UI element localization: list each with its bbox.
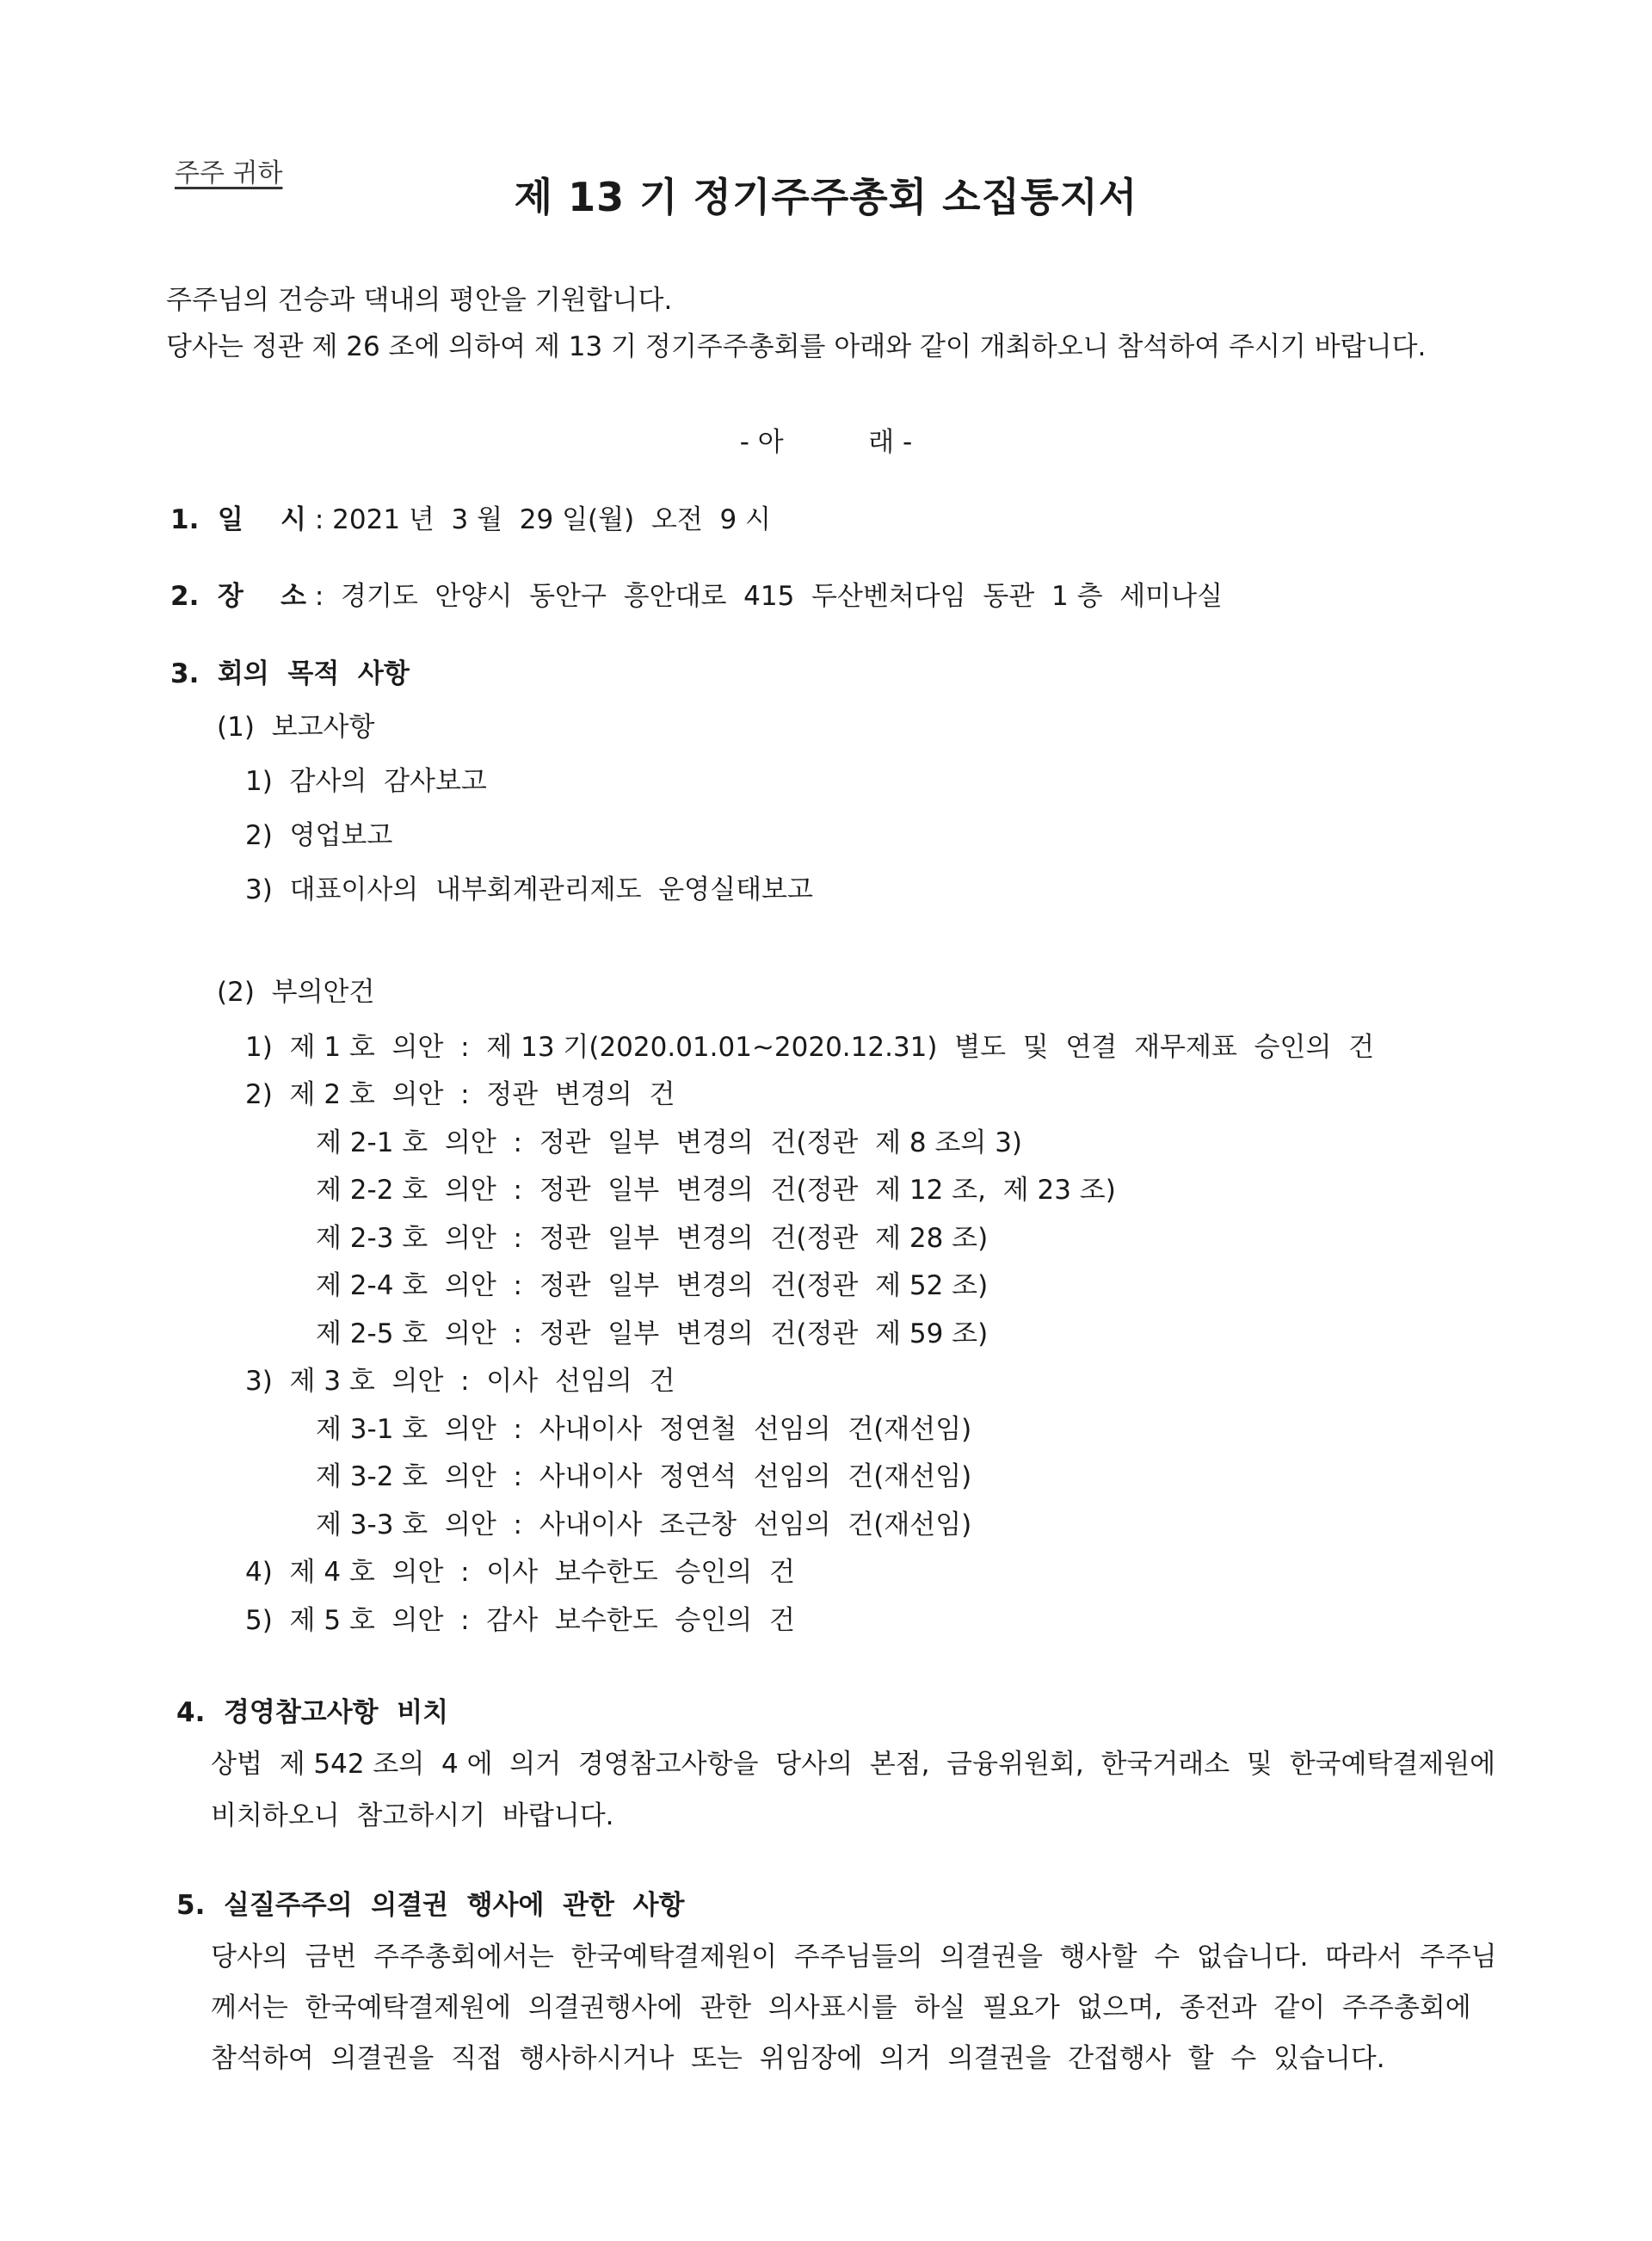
resolution-item: 3) 제 3 호 의안 : 이사 선임의 건 <box>245 1366 675 1397</box>
place-value: : 경기도 안양시 동안구 흥안대로 415 두산벤처다임 동관 1 층 세미나실 <box>314 581 1224 612</box>
report-item: 1) 감사의 감사보고 <box>245 766 487 797</box>
resolution-item: 1) 제 1 호 의안 : 제 13 기(2020.01.01~2020.12.31) 별도 및 연결 재무제표 승인의 건 <box>245 1032 1375 1063</box>
resolution-subitem: 제 2-2 호 의안 : 정관 일부 변경의 건(정관 제 12 조, 제 23 조) <box>316 1175 1116 1206</box>
resolution-item: 5) 제 5 호 의안 : 감사 보수한도 승인의 건 <box>245 1605 795 1636</box>
document-title: 제 13 기 정기주주총회 소집통지서 <box>514 174 1138 220</box>
report-item: 3) 대표이사의 내부회계관리제도 운영실태보고 <box>245 874 813 905</box>
resolution-heading: (2) 부의안건 <box>217 977 375 1008</box>
date-item <box>170 504 772 535</box>
resolution-subitem: 제 2-1 호 의안 : 정관 일부 변경의 건(정관 제 8 조의 3) <box>316 1127 1023 1158</box>
resolution-subitem: 제 3-2 호 의안 : 사내이사 정연석 선임의 건(재선임) <box>316 1461 972 1492</box>
resolution-item: 2) 제 2 호 의안 : 정관 변경의 건 <box>245 1079 675 1110</box>
reference-line-1: 상법 제 542 조의 4 에 의거 경영참고사항을 당사의 본점, 금융위원회, 한국거래소 및 한국예탁결제원에 <box>211 1749 1496 1780</box>
voting-line-3: 참석하여 의결권을 직접 행사하시거나 또는 위임장에 의거 의결권을 간접행사 할 수 있습니다. <box>211 2043 1385 2074</box>
resolution-subitem: 제 3-1 호 의안 : 사내이사 정연철 선임의 건(재선임) <box>316 1414 972 1445</box>
reference-line-2: 비치하오니 참고하시기 바랍니다. <box>211 1800 614 1831</box>
resolution-subitem: 제 2-3 호 의안 : 정관 일부 변경의 건(정관 제 28 조) <box>316 1223 989 1254</box>
reference-heading: 4. 경영참고사항 비치 <box>176 1697 449 1728</box>
date-label: 1. 일 시 <box>170 504 306 535</box>
voting-heading: 5. 실질주주의 의결권 행사에 관한 사항 <box>176 1890 685 1921</box>
report-item: 2) 영업보고 <box>245 820 393 851</box>
separator: - 아 래 - <box>739 427 913 458</box>
place-item <box>170 583 1223 610</box>
agenda-heading: 3. 회의 목적 사항 <box>170 658 410 689</box>
report-heading: (1) 보고사항 <box>217 712 375 743</box>
place-label: 2. 장 소 <box>170 581 306 612</box>
voting-line-2: 께서는 한국예탁결제원에 의결권행사에 관한 의사표시를 하실 필요가 없으며, 종전과 같이 주주총회에 <box>211 1992 1471 2023</box>
intro-line-1: 주주님의 건승과 댁내의 평안을 기원합니다. <box>166 285 673 316</box>
resolution-subitem: 제 3-3 호 의안 : 사내이사 조근창 선임의 건(재선임) <box>316 1509 972 1540</box>
resolution-subitem: 제 2-5 호 의안 : 정관 일부 변경의 건(정관 제 59 조) <box>316 1318 989 1349</box>
date-value: : 2021 년 3 월 29 일(월) 오전 9 시 <box>314 504 772 535</box>
voting-line-1: 당사의 금번 주주총회에서는 한국예탁결제원이 주주님들의 의결권을 행사할 수 없습니다. 따라서 주주님 <box>211 1942 1497 1972</box>
resolution-subitem: 제 2-4 호 의안 : 정관 일부 변경의 건(정관 제 52 조) <box>316 1270 989 1301</box>
intro-line-2: 당사는 정관 제 26 조에 의하여 제 13 기 정기주주총회를 아래와 같이 개최하오니 참석하여 주시기 바랍니다. <box>166 331 1427 362</box>
addressee: 주주 귀하 <box>175 158 283 188</box>
resolution-item: 4) 제 4 호 의안 : 이사 보수한도 승인의 건 <box>245 1557 795 1588</box>
